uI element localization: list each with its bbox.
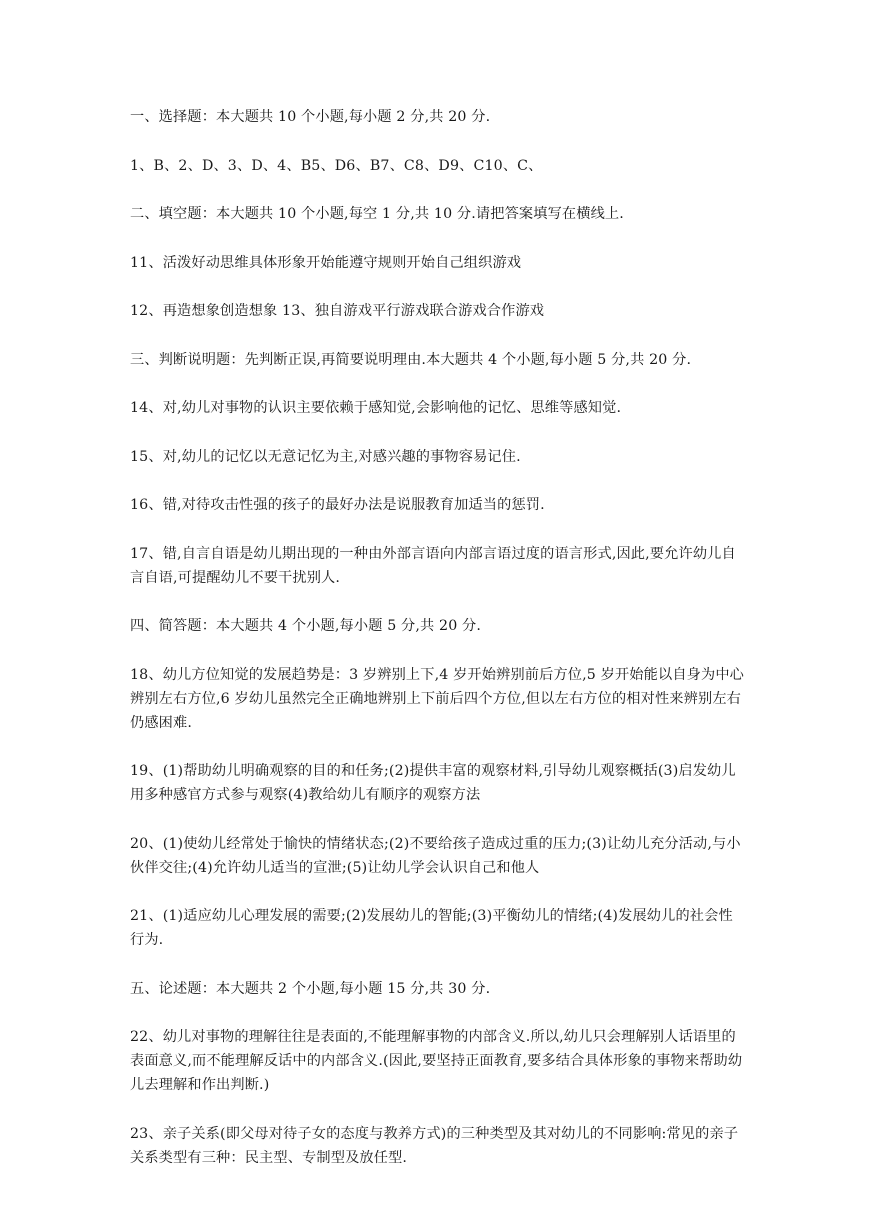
answer-line-11: 11、活泼好动思维具体形象开始能遵守规则开始自己组织游戏	[130, 254, 522, 271]
section-heading-multiple-choice: 一、选择题：本大题共 10 个小题,每小题 2 分,共 20 分.	[130, 109, 491, 125]
answer-line-15: 15、对,幼儿的记忆以无意记忆为主,对感兴趣的事物容易记住.	[130, 448, 521, 465]
answer-line-1-10: 1、B、2、D、3、D、4、B5、D6、B7、C8、D9、C10、C、	[130, 157, 543, 174]
document-body	[130, 105, 745, 1194]
answer-line-21: 21、(1)适应幼儿心理发展的需要;(2)发展幼儿的智能;(3)平衡幼儿的情绪;(4)发展幼儿的社会性行为.	[130, 908, 733, 948]
answer-line-12-13: 12、再造想象创造想象 13、独自游戏平行游戏联合游戏合作游戏	[130, 303, 545, 319]
answer-line-14: 14、对,幼儿对事物的认识主要依赖于感知觉,会影响他的记忆、思维等感知觉.	[130, 400, 622, 416]
section-heading-essay: 五、论述题：本大题共 2 个小题,每小题 15 分,共 30 分.	[130, 980, 491, 997]
section-heading-fill-in: 二、填空题：本大题共 10 个小题,每空 1 分,共 10 分.请把答案填写在横线上.	[130, 206, 624, 222]
answer-line-19: 19、(1)帮助幼儿明确观察的目的和任务;(2)提供丰富的观察材料,引导幼儿观察概括(3)启发幼儿用多种感官方式参与观察(4)教给幼儿有顺序的观察方法	[130, 763, 736, 803]
answer-line-20: 20、(1)使幼儿经常处于愉快的情绪状态;(2)不要给孩子造成过重的压力;(3)让幼儿充分活动,与小伙伴交往;(4)允许幼儿适当的宣泄;(5)让幼儿学会认识自己和他人	[130, 835, 741, 876]
answer-line-23: 23、亲子关系(即父母对待子女的态度与教养方式)的三种类型及其对幼儿的不同影响:常见的亲子关系类型有三种：民主型、专制型及放任型.	[130, 1125, 739, 1166]
answer-line-17: 17、错,自言自语是幼儿期出现的一种由外部言语向内部言语过度的语言形式,因此,要允许幼儿自言自语,可提醒幼儿不要干扰别人.	[130, 545, 736, 586]
answer-line-18: 18、幼儿方位知觉的发展趋势是：3 岁辨别上下,4 岁开始辨别前后方位,5 岁开始能以自身为中心辨别左右方位,6 岁幼儿虽然完全正确地辨别上下前后四个方位,但以左右方位的相对性来辨别左右仍感困难.	[130, 666, 745, 731]
answer-line-16: 16、错,对待攻击性强的孩子的最好办法是说服教育加适当的惩罚.	[130, 497, 545, 513]
section-heading-short-answer: 四、简答题：本大题共 4 个小题,每小题 5 分,共 20 分.	[130, 618, 482, 634]
section-heading-true-false: 三、判断说明题：先判断正误,再简要说明理由.本大题共 4 个小题,每小题 5 分,共 20 分.	[130, 351, 692, 368]
answer-line-22: 22、幼儿对事物的理解往往是表面的,不能理解事物的内部含义.所以,幼儿只会理解别人话语里的表面意义,而不能理解反话中的内部含义.(因此,要坚持正面教育,要多结合具体形象的事物来帮助幼儿去理解和作出判断.)	[130, 1029, 743, 1093]
